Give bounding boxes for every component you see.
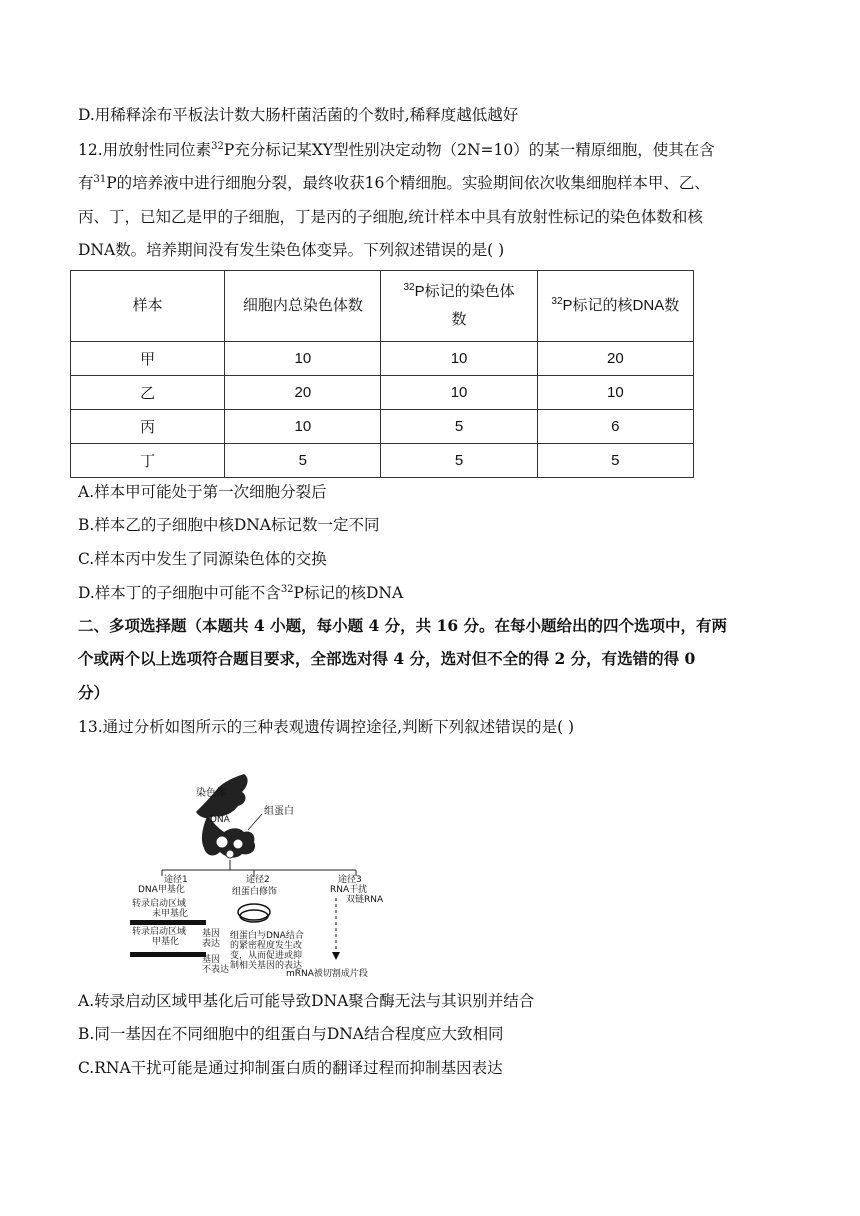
histone-bead	[226, 850, 234, 858]
label-region-meth-1: 转录启动区域	[132, 927, 187, 937]
header-total-chromosomes: 细胞内总染色体数	[225, 271, 381, 342]
question-13-stem: 13.通过分析如图所示的三种表观遗传调控途径,判断下列叙述错误的是( )	[78, 718, 575, 736]
text-span: D.样本丁的子细胞中可能不含	[78, 584, 281, 602]
cell-labeled-chr: 10	[381, 376, 537, 410]
question-11-option-d: D.用稀释涂布平板法计数大肠杆菌活菌的个数时,稀释度越低越好	[78, 106, 519, 124]
header-sample: 样本	[71, 271, 225, 342]
label-gene-noexpr-2: 不表达	[202, 965, 230, 975]
header-text: 数	[451, 311, 467, 328]
cell-labeled-chr: 5	[381, 444, 537, 478]
arrow-head-icon	[332, 952, 340, 960]
table-row	[71, 342, 694, 376]
section-2-heading-line-3: 分）	[78, 683, 110, 702]
header-text: P标记的核DNA数	[562, 297, 680, 314]
label-gene-expr-2: 表达	[202, 939, 221, 949]
label-gene-noexpr-1: 基因	[202, 955, 221, 965]
text-span: P的培养液中进行细胞分裂，最终收获16个精细胞。实验期间依次收集细胞样本甲、乙、	[106, 174, 710, 192]
question-12-option-a: A.样本甲可能处于第一次细胞分裂后	[78, 483, 327, 501]
cell-labeled-chr: 10	[381, 342, 537, 376]
question-13-option-a: A.转录启动区域甲基化后可能导致DNA聚合酶无法与其识别并结合	[78, 992, 535, 1010]
cell-total: 10	[225, 410, 381, 444]
cell-labeled-dna: 20	[537, 342, 693, 376]
question-13-option-b: B.同一基因在不同细胞中的组蛋白与DNA结合程度应大致相同	[78, 1025, 504, 1043]
cell-sample: 丙	[71, 410, 225, 444]
text-span: P充分标记某XY型性别决定动物（2N=10）的某一精原细胞，使其在含	[223, 141, 715, 159]
cell-labeled-chr: 5	[381, 410, 537, 444]
label-path2-desc-3: 变，从而促进或抑	[230, 951, 303, 961]
data-table	[70, 270, 694, 478]
question-12-option-b: B.样本乙的子细胞中核DNA标记数一定不同	[78, 516, 380, 534]
label-histone: 组蛋白	[264, 806, 294, 817]
cell-sample: 丁	[71, 444, 225, 478]
header-labeled-dna	[537, 271, 693, 342]
label-chromosome: 染色体	[196, 788, 226, 799]
cell-total: 5	[225, 444, 381, 478]
question-12-stem-line-4: DNA数。培养期间没有发生染色体变异。下列叙述错误的是( )	[78, 241, 505, 259]
superscript: 32	[403, 282, 415, 293]
label-path3: 途径3	[338, 875, 362, 885]
header-labeled-chromosomes	[381, 271, 537, 342]
label-dna: DNA	[210, 815, 230, 825]
label-path2-desc-1: 组蛋白与DNA结合	[230, 931, 304, 941]
histone-bead	[216, 836, 228, 848]
question-12-stem-line-1	[78, 140, 715, 160]
histone-pointer-line	[248, 814, 262, 830]
text-span: P标记的核DNA	[293, 584, 404, 602]
superscript: 32	[551, 296, 563, 307]
label-path2-desc-2: 的紧密程度发生改	[230, 941, 303, 951]
table-row	[71, 444, 694, 478]
label-region-unmeth-2: 未甲基化	[152, 909, 189, 919]
question-13-option-c: C.RNA干扰可能是通过抑制蛋白质的翻译过程而抑制基因表达	[78, 1059, 503, 1077]
question-12-option-d	[78, 583, 403, 603]
question-12-option-c: C.样本丙中发生了同源染色体的交换	[78, 550, 327, 568]
superscript: 31	[93, 173, 107, 185]
question-12-stem-line-2	[78, 173, 710, 193]
table-row	[71, 410, 694, 444]
histone-bead	[233, 839, 243, 849]
superscript: 32	[211, 140, 224, 152]
epigenetic-pathways-figure	[126, 770, 416, 978]
label-path3-sub1: RNA干扰	[330, 885, 368, 895]
label-mrna: mRNA被切割成片段	[286, 969, 368, 978]
table-row	[71, 376, 694, 410]
label-path2-sub: 组蛋白修饰	[232, 887, 278, 897]
question-12-stem-line-3: 丙、丁，已知乙是甲的子细胞，丁是丙的子细胞,统计样本中具有放射性标记的染色体数和核	[78, 208, 703, 226]
gene-bar-unmethylated	[130, 920, 206, 925]
section-2-heading-line-2: 个或两个以上选项符合题目要求，全部选对得 4 分，选对但不全的得 2 分，有选错的得 0	[78, 649, 696, 668]
section-2-heading-line-1: 二、多项选择题（本题共 4 小题，每小题 4 分，共 16 分。在每小题给出的四个选项中，有两	[78, 616, 728, 635]
header-text: P标记的染色体	[414, 283, 515, 300]
label-region-meth-2: 甲基化	[152, 937, 180, 947]
gene-bar-methylated	[130, 952, 206, 957]
label-path2-desc-4: 制相关基因的表达	[230, 961, 303, 971]
cell-sample: 乙	[71, 376, 225, 410]
label-path1-sub: DNA甲基化	[138, 885, 185, 895]
table-header-row	[71, 271, 694, 342]
cell-sample: 甲	[71, 342, 225, 376]
cell-total: 10	[225, 342, 381, 376]
cell-labeled-dna: 6	[537, 410, 693, 444]
cell-total: 20	[225, 376, 381, 410]
cell-labeled-dna: 10	[537, 376, 693, 410]
cell-labeled-dna: 5	[537, 444, 693, 478]
label-path2: 途径2	[246, 875, 270, 885]
superscript: 32	[280, 583, 294, 595]
label-path3-sub2: 双链RNA	[346, 895, 384, 905]
label-region-unmeth-1: 转录启动区域	[132, 899, 187, 909]
label-gene-expr-1: 基因	[202, 929, 221, 939]
text-span: 有	[78, 174, 94, 192]
label-path1: 途径1	[164, 875, 188, 885]
text-span: 12.用放射性同位素	[78, 141, 212, 159]
